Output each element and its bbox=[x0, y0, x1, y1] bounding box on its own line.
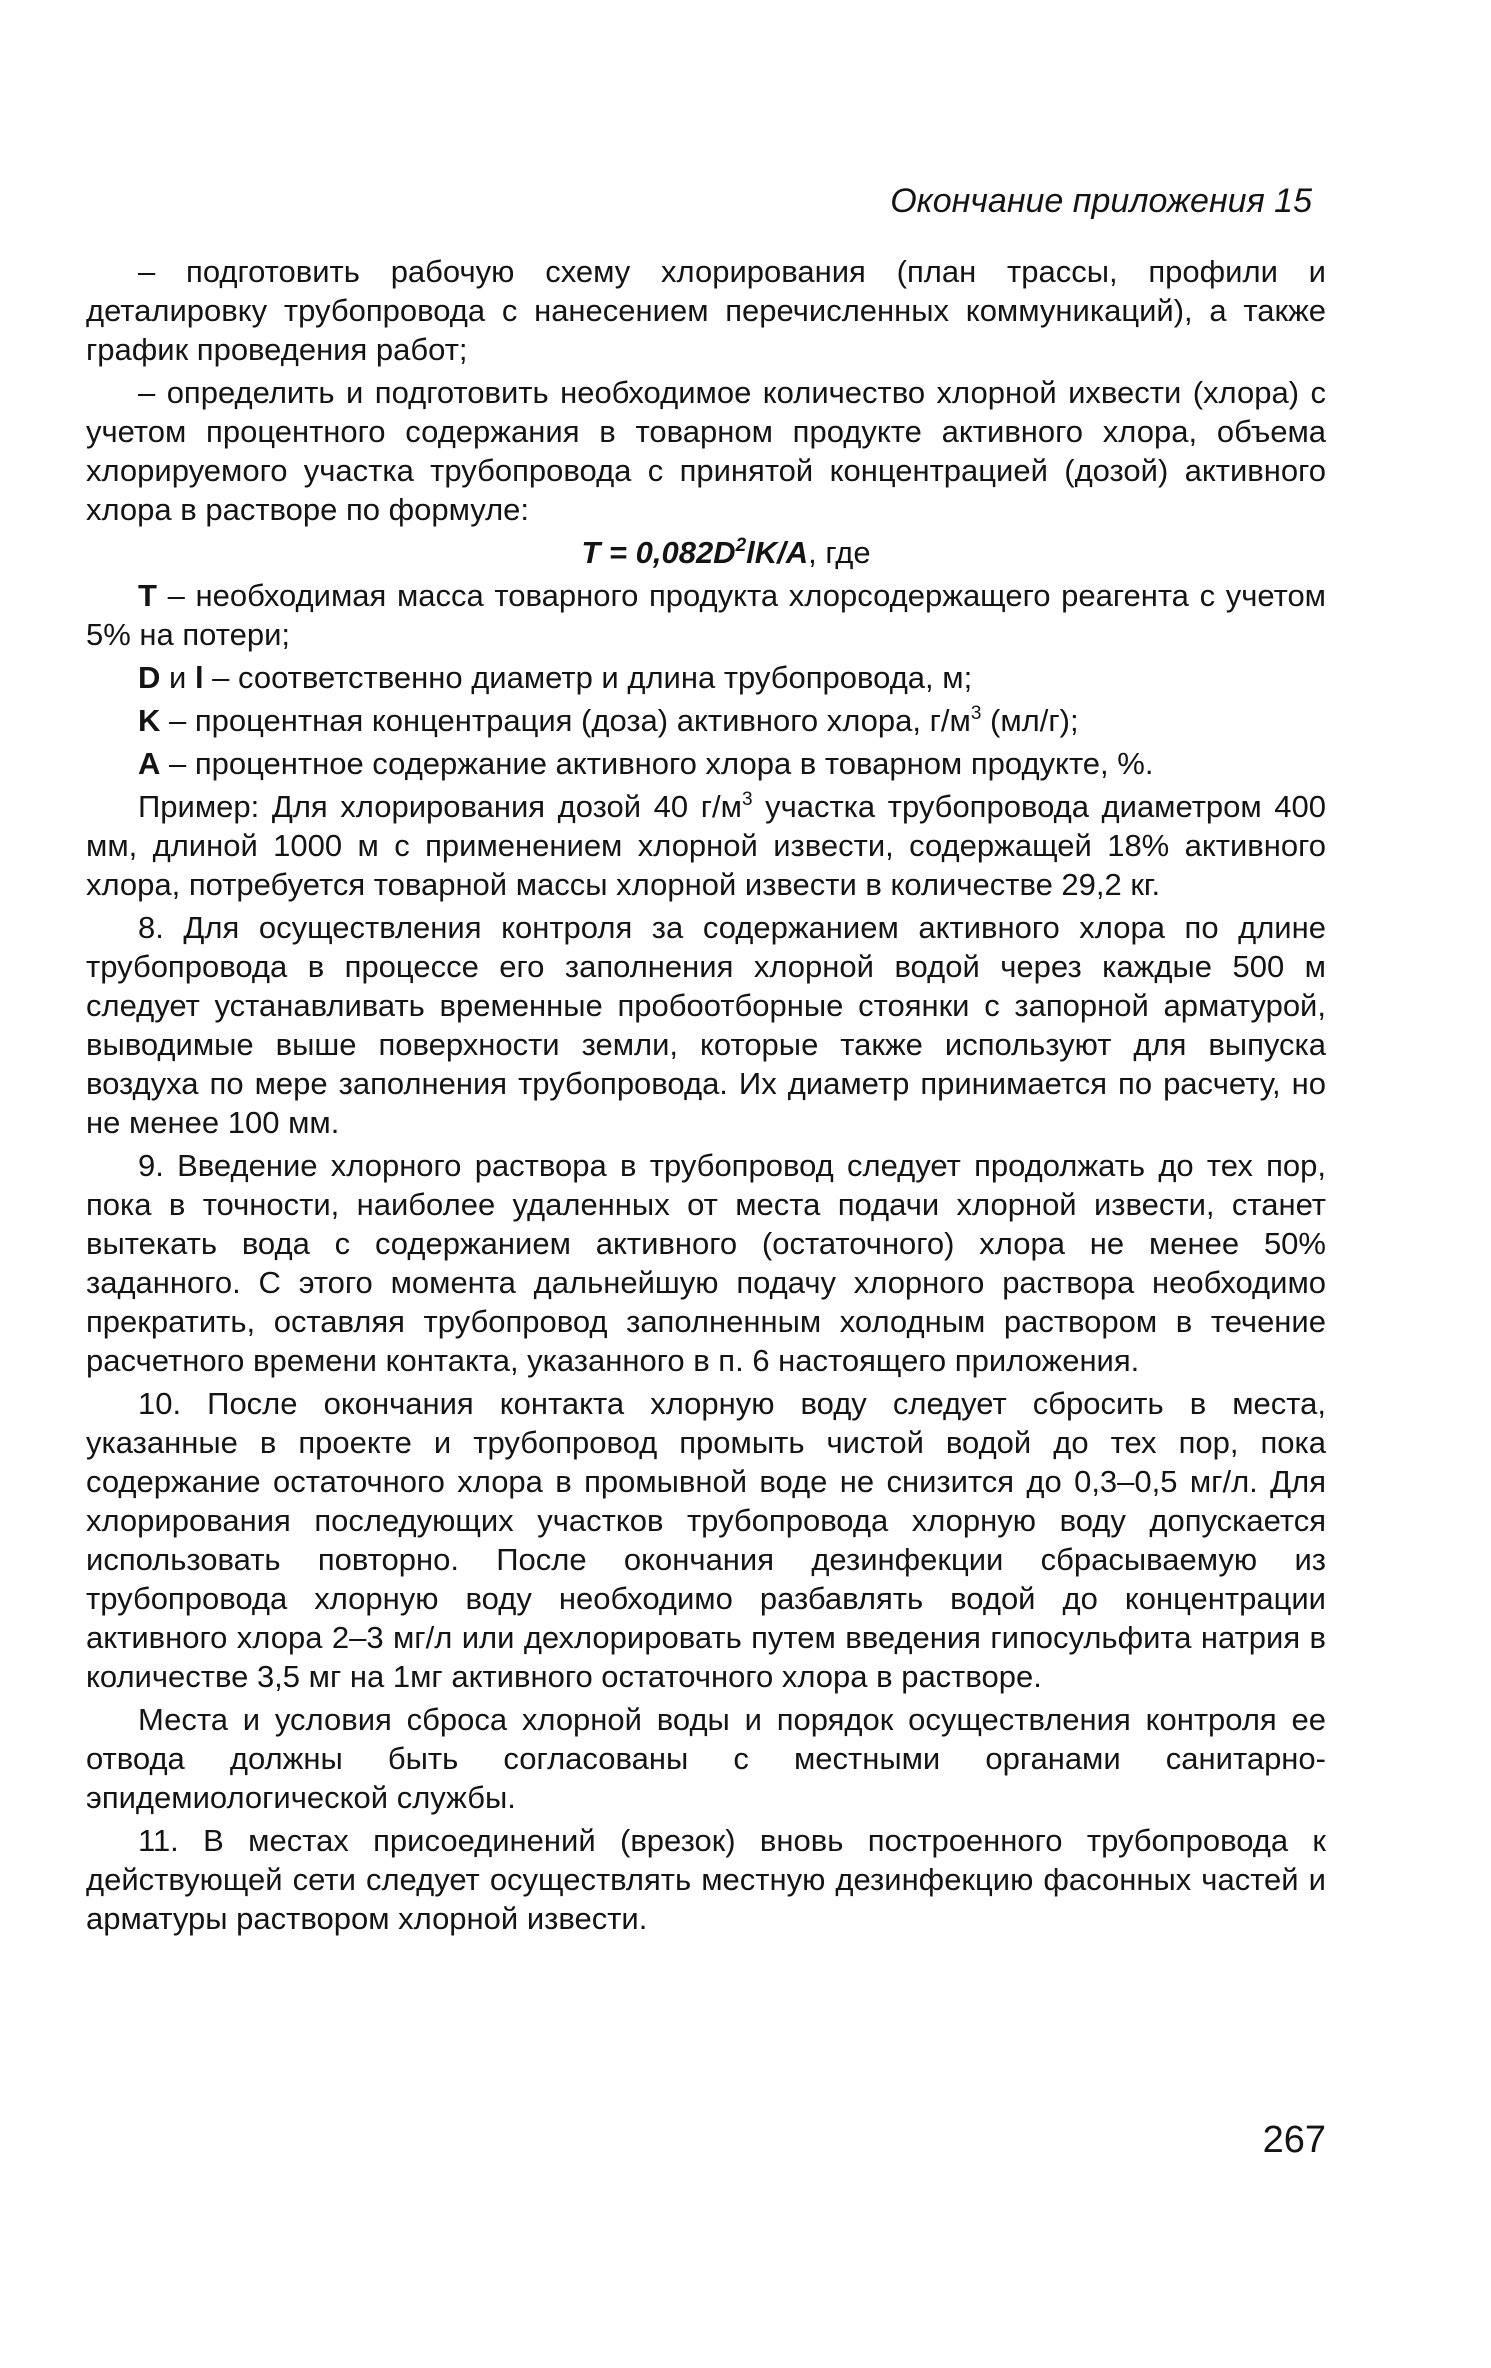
legend-text: – соответственно диаметр и длина трубопровода, м; bbox=[203, 660, 973, 695]
example-text-a: Пример: Для хлорирования дозой 40 г/м bbox=[138, 789, 742, 824]
legend-symbol: D bbox=[138, 660, 161, 695]
paragraph-scheme: – подготовить рабочую схему хлорирования (план трассы, профили и деталировку трубопровода с нанесением перечисленных коммуникаций), а также график проведения работ; bbox=[86, 254, 1326, 367]
paragraph-item-10: 10. После окончания контакта хлорную воду следует сбросить в места, указанные в проекте и трубопровод промыть чистой водой до тех пор, пока содержание остаточного хлора в промывной воде не снизится до 0,3–0,5 мг/л. Для хлорирования последующих участков трубопровода хлорную воду допускается использовать повторно. После окончания дезинфекции сбрасываемую из трубопровода хлорную воду необходимо разбавлять водой до концентрации активного хлора 2–3 мг/л или дехлорировать путем введения гипосульфита натрия в количестве 3,5 мг на 1мг активного остаточного хлора в растворе. bbox=[86, 1386, 1326, 1694]
legend-symbol: K bbox=[138, 703, 161, 738]
legend-text-b: (мл/г); bbox=[981, 703, 1079, 738]
paragraph-item-8: 8. Для осуществления контроля за содержанием активного хлора по длине трубопровода в процессе его заполнения хлорной водой через каждые 500 м следует устанавливать временные пробоотборные стоянки с запорной арматурой, выводимые выше поверхности земли, которые также используют для выпуска воздуха по мере заполнения трубопровода. Их диаметр принимается по расчету, но не менее 100 мм. bbox=[86, 910, 1326, 1140]
page-number: 267 bbox=[1262, 2119, 1326, 2161]
formula-lhs: T = 0,082D bbox=[581, 535, 736, 570]
legend-a bbox=[86, 744, 1326, 783]
legend-symbol: A bbox=[138, 746, 161, 781]
document-page bbox=[86, 180, 1326, 1942]
legend-symbol-2: l bbox=[194, 660, 204, 695]
legend-symbol: T bbox=[138, 578, 157, 613]
formula bbox=[86, 533, 1326, 572]
formula-rhs: lK/A bbox=[746, 535, 809, 570]
paragraph-example bbox=[86, 787, 1326, 904]
paragraph-item-10-note: Места и условия сброса хлорной воды и порядок осуществления контроля ее отвода должны быть согласованы с местными органами санитарно-эпидемиологической службы. bbox=[86, 1702, 1326, 1815]
running-header: Окончание приложения 15 bbox=[890, 182, 1312, 220]
legend-text: – необходимая масса товарного продукта хлорсодержащего реагента с учетом 5% на потери; bbox=[86, 578, 1326, 652]
paragraph-quantity: – определить и подготовить необходимое количество хлорной ихвести (хлора) с учетом процентного содержания в товарном продукте активного хлора, объема хлорируемого участка трубопровода с принятой концентрацией (дозой) активного хлора в растворе по формуле: bbox=[86, 375, 1326, 527]
legend-dl bbox=[86, 658, 1326, 697]
legend-t bbox=[86, 576, 1326, 654]
legend-exponent: 3 bbox=[970, 703, 982, 724]
legend-mid: и bbox=[160, 660, 195, 695]
legend-text-a: – процентная концентрация (доза) активного хлора, г/м bbox=[160, 703, 971, 738]
formula-exponent: 2 bbox=[735, 535, 747, 556]
example-exponent: 3 bbox=[741, 789, 753, 810]
legend-text: – процентное содержание активного хлора в товарном продукте, %. bbox=[160, 746, 1154, 781]
paragraph-item-9: 9. Введение хлорного раствора в трубопровод следует продолжать до тех пор, пока в точности, наиболее удаленных от места подачи хлорной извести, станет вытекать вода с содержанием активного (остаточного) хлора не менее 50% заданного. С этого момента дальнейшую подачу хлорного раствора необходимо прекратить, оставляя трубопровод заполненным холодным раствором в течение расчетного времени контакта, указанного в п. 6 настоящего приложения. bbox=[86, 1148, 1326, 1378]
formula-suffix: , где bbox=[808, 535, 871, 570]
paragraph-item-11: 11. В местах присоединений (врезок) вновь построенного трубопровода к действующей сети следует осуществлять местную дезинфекцию фасонных частей и арматуры раствором хлорной извести. bbox=[86, 1823, 1326, 1936]
legend-k bbox=[86, 701, 1326, 740]
example-text-b: участка трубопровода диаметром 400 мм, длиной 1000 м с применением хлорной извести, содержащей 18% активного хлора, потребуется товарной массы хлорной извести в количестве 29,2 кг. bbox=[86, 789, 1326, 902]
